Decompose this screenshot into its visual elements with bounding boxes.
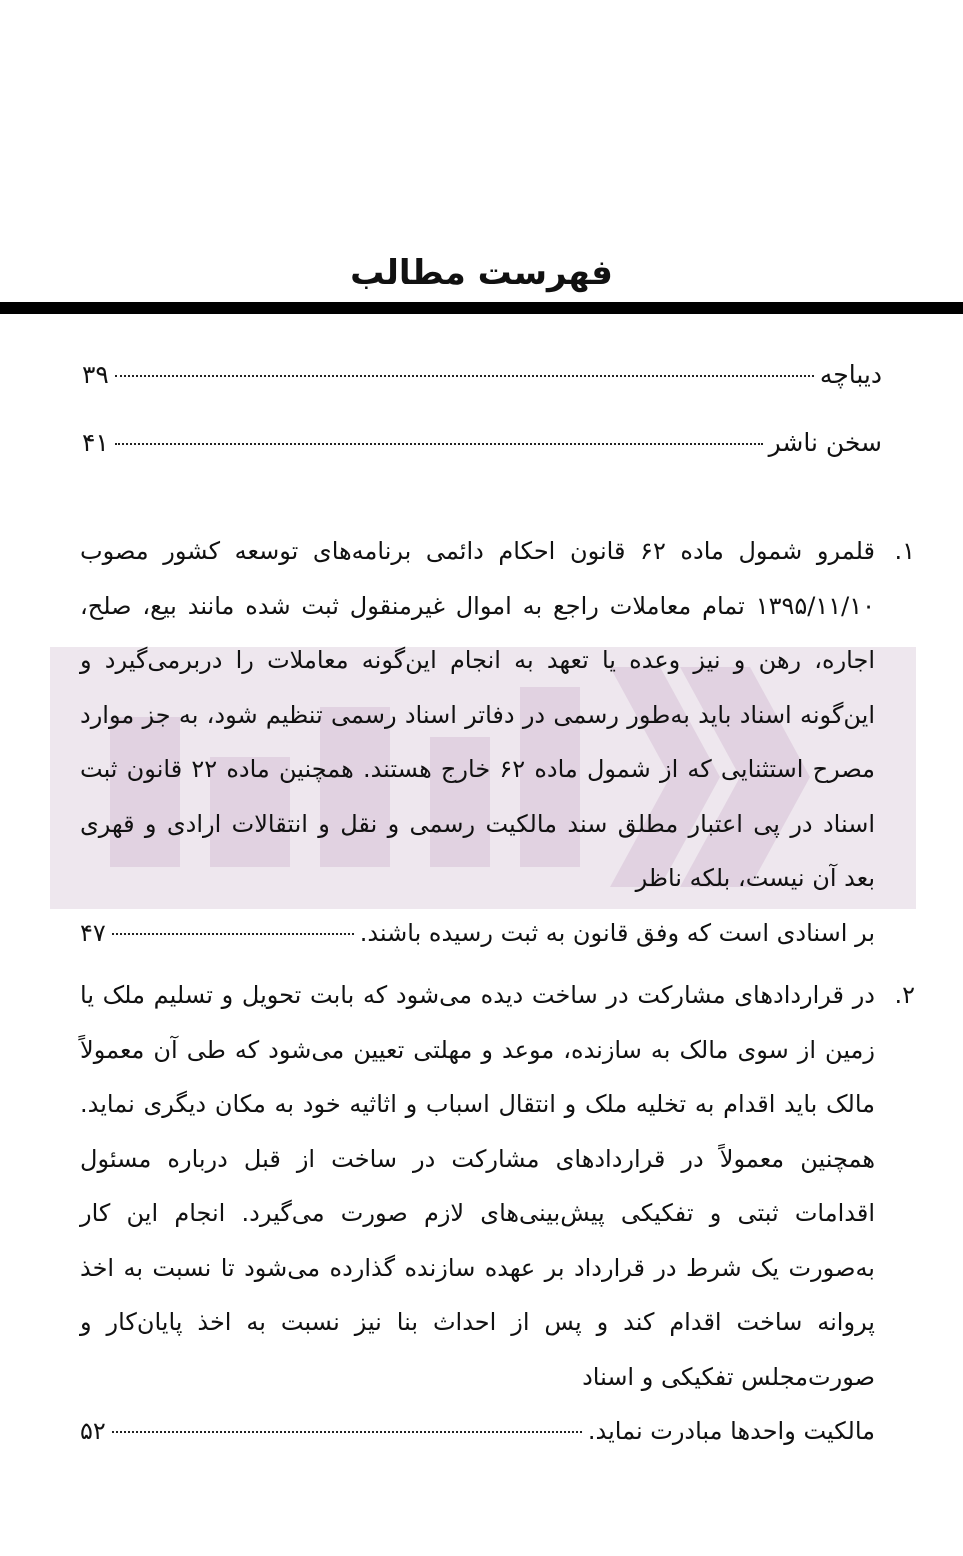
entry-last-line-text: بر اسنادی است که وفق قانون به ثبت رسیده باشند. — [359, 918, 875, 947]
toc-item-page: ۴۱ — [82, 428, 109, 457]
entry-number: ۲. — [894, 981, 915, 1009]
toc-item-preface[interactable] — [82, 355, 882, 395]
toc-entry-1[interactable] — [80, 524, 915, 960]
toc-item-publisher-note[interactable] — [82, 423, 882, 463]
entry-number: ۱. — [894, 537, 915, 565]
dot-leader — [112, 933, 354, 935]
toc-item-page: ۳۹ — [82, 360, 109, 389]
toc-entry-2[interactable] — [80, 968, 915, 1459]
entry-last-line — [80, 1404, 875, 1459]
dot-leader — [115, 443, 763, 445]
entry-last-line — [80, 906, 875, 961]
entry-text: در قراردادهای مشارکت در ساخت دیده می‌شود که بابت تحویل و تسلیم ملک یا زمین از سوی مالک به سازنده، موعد و مهلتی تعیین می‌شود که طی آن معمولاً مالک باید اقدام به تخلیه ملک و انتقال اسباب و اثاثیه خود به مکان دیگری نماید. همچنین معمولاً در قراردادهای مشارکت در ساخت از قبل درباره مسئول اقدامات ثبتی و تفکیکی پیش‌بینی‌های لازم صورت می‌گیرد. انجام این کار به‌صورت یک شرط در قرارداد بر عهده سازنده گذارده می‌شود تا نسبت به اخذ پروانه ساخت اقدام کند و پس از احداث بنا نیز نسبت به اخذ پایان‌کار و صورت‌مجلس تفکیکی و اسناد — [80, 981, 875, 1391]
dot-leader — [112, 1431, 582, 1433]
page-title: فهرست مطالب — [350, 253, 613, 293]
dot-leader — [115, 375, 814, 377]
entry-page: ۵۲ — [80, 1417, 106, 1445]
entry-last-line-text: مالکیت واحدها مبادرت نماید. — [587, 1417, 875, 1445]
toc-item-label: سخن ناشر — [768, 428, 882, 457]
entry-page: ۴۷ — [80, 918, 106, 947]
toc-item-label: دیباچه — [819, 360, 882, 389]
entry-text: قلمرو شمول ماده ۶۲ قانون احکام دائمی برنامه‌های توسعه کشور مصوب ۱۳۹۵/۱۱/۱۰ تمام معاملات راجع به اموال غیرمنقول ثبت شده مانند بیع، صلح، اجاره، رهن و نیز وعده یا تعهد به انجام این‌گونه معاملات را دربرمی‌گیرد و این‌گونه اسناد باید به‌طور رسمی در دفاتر اسناد رسمی تنظیم شود، به جز موارد مصرح استثنایی که از شمول ماده ۶۲ خارج هستند. همچنین ماده ۲۲ قانون ثبت اسناد در پی اعتبار مطلق سند مالکیت رسمی و نقل و انتقالات ارادی و قهری بعد آن نیست، بلکه ناظر — [80, 537, 876, 892]
title-rule — [0, 302, 963, 314]
